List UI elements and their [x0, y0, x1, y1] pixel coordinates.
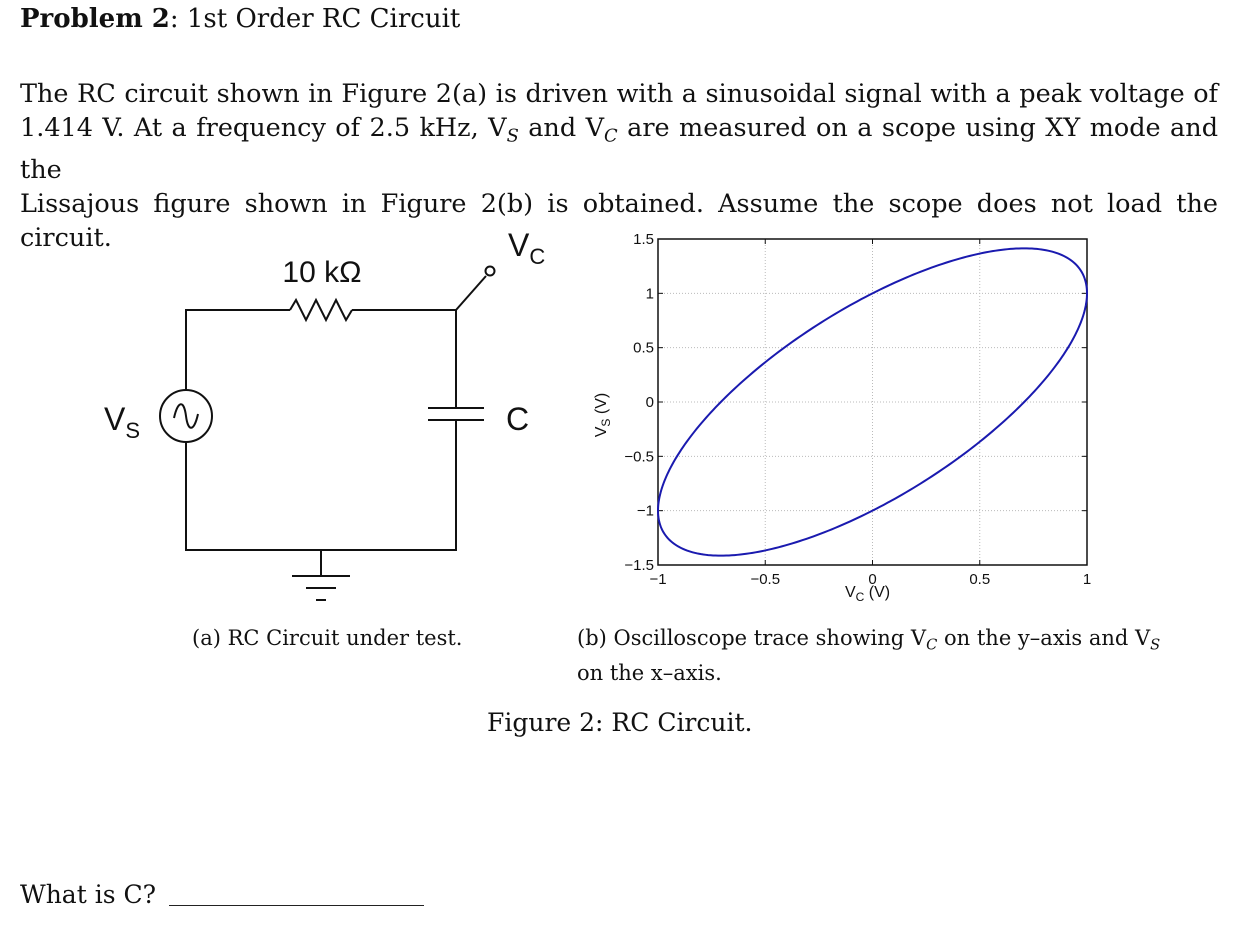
subscript: C	[926, 636, 938, 654]
figure-caption: Figure 2: RC Circuit.	[487, 708, 753, 737]
subscript: S	[1150, 636, 1161, 654]
statement-line-3: Lissajous figure shown in Figure 2(b) is obtained. Assume the scope does not load the circuit.	[20, 189, 1218, 254]
wire-top-right	[352, 310, 456, 408]
y-axis-label: $V_S$ (V)	[593, 392, 613, 438]
x-tick-label: 0.5	[969, 571, 991, 588]
x-tick-label: −1	[649, 571, 667, 588]
x-tick-label: −0.5	[750, 571, 781, 588]
source-label: $V_S$	[104, 401, 141, 443]
output-label: $V_C$	[508, 227, 546, 269]
resistor-symbol	[290, 300, 352, 320]
capacitor-label: C	[506, 401, 530, 437]
chart-grid	[658, 239, 1087, 565]
problem-label: Problem 2	[20, 4, 170, 34]
chart-ticks	[624, 231, 1091, 588]
y-tick-label: −1.5	[624, 557, 654, 574]
x-tick-label: 0	[868, 571, 877, 588]
caption-text: on the x–axis.	[577, 661, 722, 686]
caption-text: on the y–axis and V	[937, 626, 1151, 650]
resistor-label: 10 kΩ	[282, 256, 362, 289]
caption-a: (a) RC Circuit under test.	[192, 626, 463, 650]
problem-title: : 1st Order RC Circuit	[169, 4, 461, 34]
wire-right-bottom	[186, 420, 456, 550]
wire-left-top	[186, 310, 290, 390]
y-tick-label: 0	[645, 394, 654, 411]
caption-text: (b) Oscilloscope trace showing V	[577, 626, 927, 650]
x-tick-label: 1	[1082, 571, 1092, 588]
subscript: C	[604, 125, 618, 147]
caption-b	[577, 624, 1177, 688]
answer-blank[interactable]	[169, 905, 424, 906]
statement-text: are measured on a scope using XY mode and the	[20, 113, 1219, 186]
statement-line-1: The RC circuit shown in Figure 2(a) is driven with a sinusoidal signal with a peak voltage of	[20, 79, 1218, 109]
subscript: S	[506, 125, 519, 147]
output-probe-lead	[456, 276, 486, 310]
x-axis-label: $V_C$ (V)	[845, 584, 891, 604]
problem-heading	[20, 4, 460, 34]
y-tick-label: 1	[645, 285, 654, 303]
lissajous-chart	[580, 225, 1120, 610]
statement-text: 1.414 V. At a frequency of 2.5 kHz, V	[20, 113, 507, 143]
output-terminal	[486, 267, 495, 276]
statement-text: and V	[518, 113, 605, 143]
statement-line-2	[20, 111, 1218, 187]
rc-circuit-diagram	[90, 220, 570, 620]
y-tick-label: 1.5	[633, 231, 654, 248]
y-tick-label: −0.5	[624, 448, 654, 466]
question-text: What is C?	[20, 880, 156, 909]
y-tick-label: 0.5	[633, 339, 654, 357]
y-tick-label: −1	[636, 502, 654, 520]
